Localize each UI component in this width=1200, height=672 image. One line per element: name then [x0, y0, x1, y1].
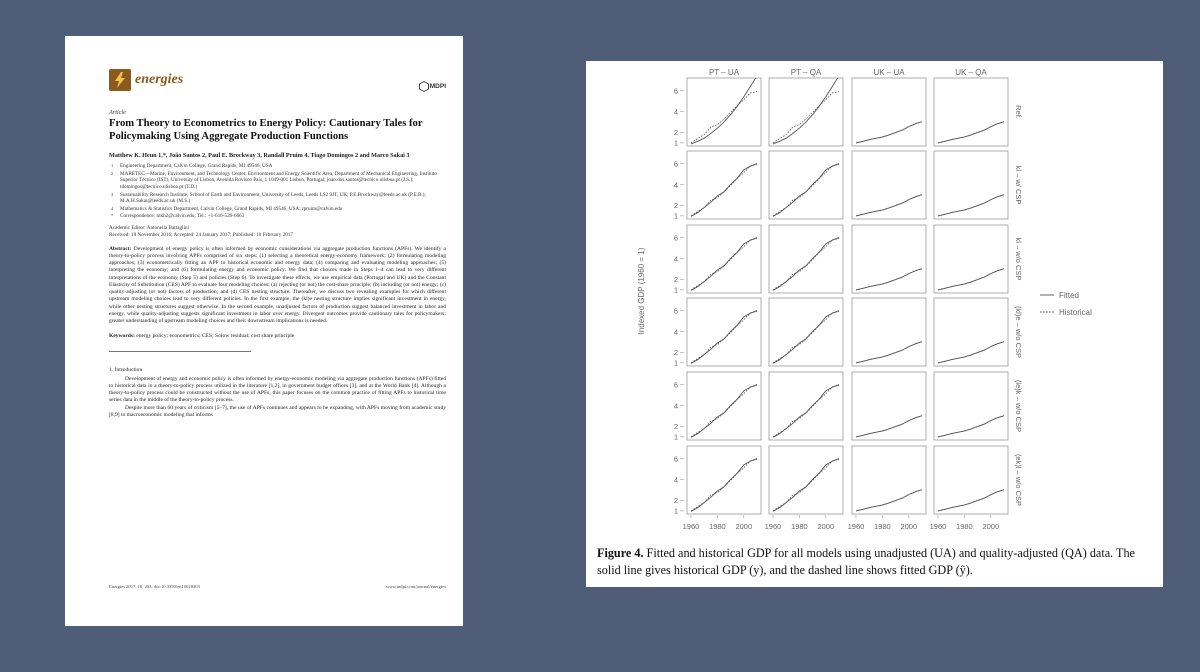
- x-tick-label: 1960: [929, 522, 947, 531]
- facet-panel: [769, 372, 843, 440]
- paragraph: Despite more than 60 years of criticism [5–7], the use of APFs continues and appears to be expanding, with APFs moving from academic study [8,9] to macroeconomic modeling that informs: [109, 404, 446, 418]
- facet-panel: [769, 446, 843, 514]
- section-heading: 1. Introduction: [109, 366, 143, 373]
- y-tick-label: 4: [673, 107, 678, 117]
- y-tick-label: 6: [673, 233, 678, 243]
- y-tick-label: 1: [673, 285, 678, 295]
- x-tick-label: 2000: [817, 522, 835, 531]
- facet-row-label: (ek)l – w/o CSP: [1014, 453, 1023, 507]
- abstract: [109, 246, 446, 326]
- facet-column-label: UK – UA: [873, 68, 905, 77]
- caption-label: Figure 4.: [597, 546, 644, 560]
- facet-panel: [687, 225, 761, 293]
- facet-column-label: PT – UA: [708, 68, 740, 77]
- correspondence: * Correspondence: mkh2@calvin.edu; Tel.: +1-616-526-6663: [111, 213, 245, 220]
- y-tick-label: 6: [673, 454, 678, 464]
- author-list: Matthew K. Heun 1,*, João Santos 2, Paul E. Brockway 3, Randall Pruim 4, Tiago Domingos 2 and Marco Sakai 3: [109, 152, 410, 159]
- paper-title: From Theory to Econometrics to Energy Policy: Cautionary Tales for Policymaking Using Aggregate Production Functions: [109, 118, 423, 142]
- facet-panel: [852, 151, 926, 219]
- y-tick-label: 2: [673, 275, 678, 285]
- divider: [109, 351, 251, 352]
- figure-caption: [597, 545, 1157, 579]
- facet-panel: [852, 298, 926, 366]
- publication-dates: Received: 18 November 2016; Accepted: 24 January 2017; Published: 10 February 2017: [109, 231, 293, 238]
- facet-row-label: kl – w/ CSP: [1014, 165, 1023, 205]
- y-tick-label: 1: [673, 358, 678, 368]
- y-tick-label: 6: [673, 159, 678, 169]
- keywords-label: Keywords:: [109, 333, 135, 340]
- facet-row-label: (le)k – w/o CSP: [1014, 379, 1023, 433]
- paper-header: [109, 67, 446, 93]
- affiliation-item: 1 Engineering Department, Calvin College, Grand Rapids, MI 49546, USA: [111, 163, 273, 170]
- academic-editor: Academic Editor: Antonella Battaglini: [109, 225, 189, 232]
- mdpi-hexagon-icon: [419, 81, 429, 92]
- facet-row-label: (kl)e – w/o CSP: [1014, 305, 1023, 359]
- x-tick-label: 1960: [682, 522, 700, 531]
- facet-panel: [687, 372, 761, 440]
- facet-panel: [934, 78, 1008, 146]
- facet-panel: [687, 298, 761, 366]
- facet-panel: [934, 151, 1008, 219]
- paragraph: Development of energy and economic policy is often informed by energy-economic modeling via aggregate production functions (APFs) fitted to historical data in a theory-to-policy process utilized in the literature [1,2], in government budget offices [3], and at the World Bank [4]. Although a theory-to-policy process could be constructed without the use of APFs, this paper focuses on the common practice of fitting APFs to historical time series data in the middle of the theory-to-policy process.: [109, 375, 446, 404]
- x-tick-label: 1980: [956, 522, 973, 531]
- facet-panel: [934, 372, 1008, 440]
- journal-brand: [109, 69, 183, 91]
- facet-panel: [934, 298, 1008, 366]
- affiliation-item: 2 MARETEC—Marine, Environment, and Technology Center, Environment and Energy Scientific Area, Department of Mechanical Engineering, Instituto Superior Técnico (IST), University of Lisbon, Avenida Rovisco Pais, 1 1049-001 Lisbon, Portugal; joao.dos.santos@tecnico.ulisboa.pt (J.S.); tdomingos@tecnico.ulisboa.pt (T.D.): [111, 170, 437, 191]
- x-tick-label: 1960: [764, 522, 782, 531]
- introduction-text: [109, 376, 446, 420]
- legend-label: Fitted: [1059, 291, 1080, 300]
- x-tick-label: 2000: [735, 522, 753, 531]
- journal-url: www.mdpi.com/journal/energies: [385, 584, 446, 589]
- y-axis-label: Indexed GDP (1960 = 1): [637, 247, 646, 335]
- y-tick-label: 4: [673, 180, 678, 190]
- facet-column-label: PT – QA: [790, 68, 822, 77]
- y-tick-label: 4: [673, 401, 678, 411]
- caption-text: Fitted and historical GDP for all models using unadjusted (UA) and quality-adjusted (QA) data. The solid line gives historical GDP (y), and the dashed line shows fitted GDP (ŷ).: [597, 546, 1135, 577]
- article-meta: [109, 225, 446, 239]
- facet-panel: [687, 446, 761, 514]
- x-tick-label: 1980: [709, 522, 726, 531]
- journal-name: energies: [135, 72, 184, 87]
- y-tick-label: 2: [673, 422, 678, 432]
- y-tick-label: 1: [673, 432, 678, 442]
- journal-logo-icon: [109, 69, 131, 91]
- x-tick-label: 1960: [847, 522, 865, 531]
- x-tick-label: 1980: [874, 522, 891, 531]
- y-tick-label: 1: [673, 506, 678, 516]
- page-footer: [109, 584, 446, 589]
- x-tick-label: 1980: [791, 522, 808, 531]
- affiliations: [109, 163, 446, 220]
- y-tick-label: 6: [673, 86, 678, 96]
- keywords-text: energy policy; econometrics; CES; Solow residual; cost share principle: [136, 333, 295, 340]
- publisher-name: MDPI: [429, 82, 446, 90]
- keywords: [109, 333, 446, 340]
- legend-label: Historical: [1059, 308, 1092, 317]
- article-type: Article: [109, 109, 126, 116]
- y-tick-label: 6: [673, 380, 678, 390]
- abstract-text: Development of energy policy is often informed by economic considerations via aggregate production functions (APFs). We identify a theory-to-policy process involving APFs comprised of six steps: (1) selecting a theoretical energy-economy framework; (2) formulating modeling approaches; (3) econometrically fitting an APF to historical economic and energy data; (4) comparing and evaluating modeling approaches; (5) interpreting the economy; and (6) formulating energy and economic policy. We find that choices made in Steps 1–4 can lead to very different interpretations of the economy (Step 5) and policies (Step 6). To investigate these effects, we use empirical data (Portugal and UK) and the Constant Elasticity of Substitution (CES) APF to evaluate four modeling choices: (a) rejecting (or not) the cost-share principle; (b) including (or not) energy; (c) quality-adjusting (or not) factors of production; and (d) CES nesting structure. Thereafter, we discuss two revealing examples for which different upstream modeling choices lead to very different policies. In the first example, the (kl)e nesting structure implies significant investment in energy, while other nesting structures suggest otherwise. In the second example, unadjusted factors of production suggest balanced investment in labor and energy, while quality-adjusting suggests significant investment in labor over energy. Divergent outcomes provide cautionary tales for policymakers: greater understanding of upstream modeling choices and their downstream implications is needed.: [109, 245, 446, 325]
- faceted-line-chart: [586, 61, 1163, 541]
- x-tick-label: 2000: [982, 522, 1000, 531]
- facet-row-label: Ref.: [1014, 105, 1023, 119]
- citation-footer: Energies 2017, 10, 203; doi:10.3390/en10020203: [109, 584, 200, 589]
- facet-panel: [769, 225, 843, 293]
- y-tick-label: 4: [673, 327, 678, 337]
- affiliation-item: 4 Mathematics & Statistics Department, Calvin College, Grand Rapids, MI 49546, USA; rpruim@calvin.edu: [111, 205, 343, 212]
- y-tick-label: 1: [673, 211, 678, 221]
- y-tick-label: 2: [673, 201, 678, 211]
- y-tick-label: 2: [673, 348, 678, 358]
- facet-panel: [687, 78, 761, 146]
- facet-panel: [934, 446, 1008, 514]
- y-tick-label: 4: [673, 254, 678, 264]
- facet-panel: [852, 446, 926, 514]
- paper-page: [65, 36, 463, 626]
- y-tick-label: 2: [673, 128, 678, 138]
- y-tick-label: 4: [673, 475, 678, 485]
- facet-panel: [852, 372, 926, 440]
- y-tick-label: 1: [673, 138, 678, 148]
- abstract-label: Abstract:: [109, 245, 132, 252]
- affiliation-item: 3 Sustainability Research Institute, School of Earth and Environment, University of Leeds, Leeds LS2 9JT, UK; P.E.Brockway@leeds.ac.uk (P.E.B.); M.A.H.Sakai@leeds.ac.uk (M.S.): [111, 191, 426, 205]
- mdpi-logo: [419, 81, 446, 92]
- x-tick-label: 2000: [900, 522, 918, 531]
- facet-panel: [769, 298, 843, 366]
- facet-panel: [934, 225, 1008, 293]
- y-tick-label: 6: [673, 306, 678, 316]
- facet-row-label: kl – w/o CSP: [1014, 237, 1023, 281]
- facet-column-label: UK – QA: [955, 68, 987, 77]
- facet-panel: [852, 225, 926, 293]
- figure-panel: [586, 61, 1163, 587]
- facet-panel: [852, 78, 926, 146]
- y-tick-label: 2: [673, 496, 678, 506]
- facet-panel: [769, 78, 843, 146]
- facet-panel: [769, 151, 843, 219]
- facet-panel: [687, 151, 761, 219]
